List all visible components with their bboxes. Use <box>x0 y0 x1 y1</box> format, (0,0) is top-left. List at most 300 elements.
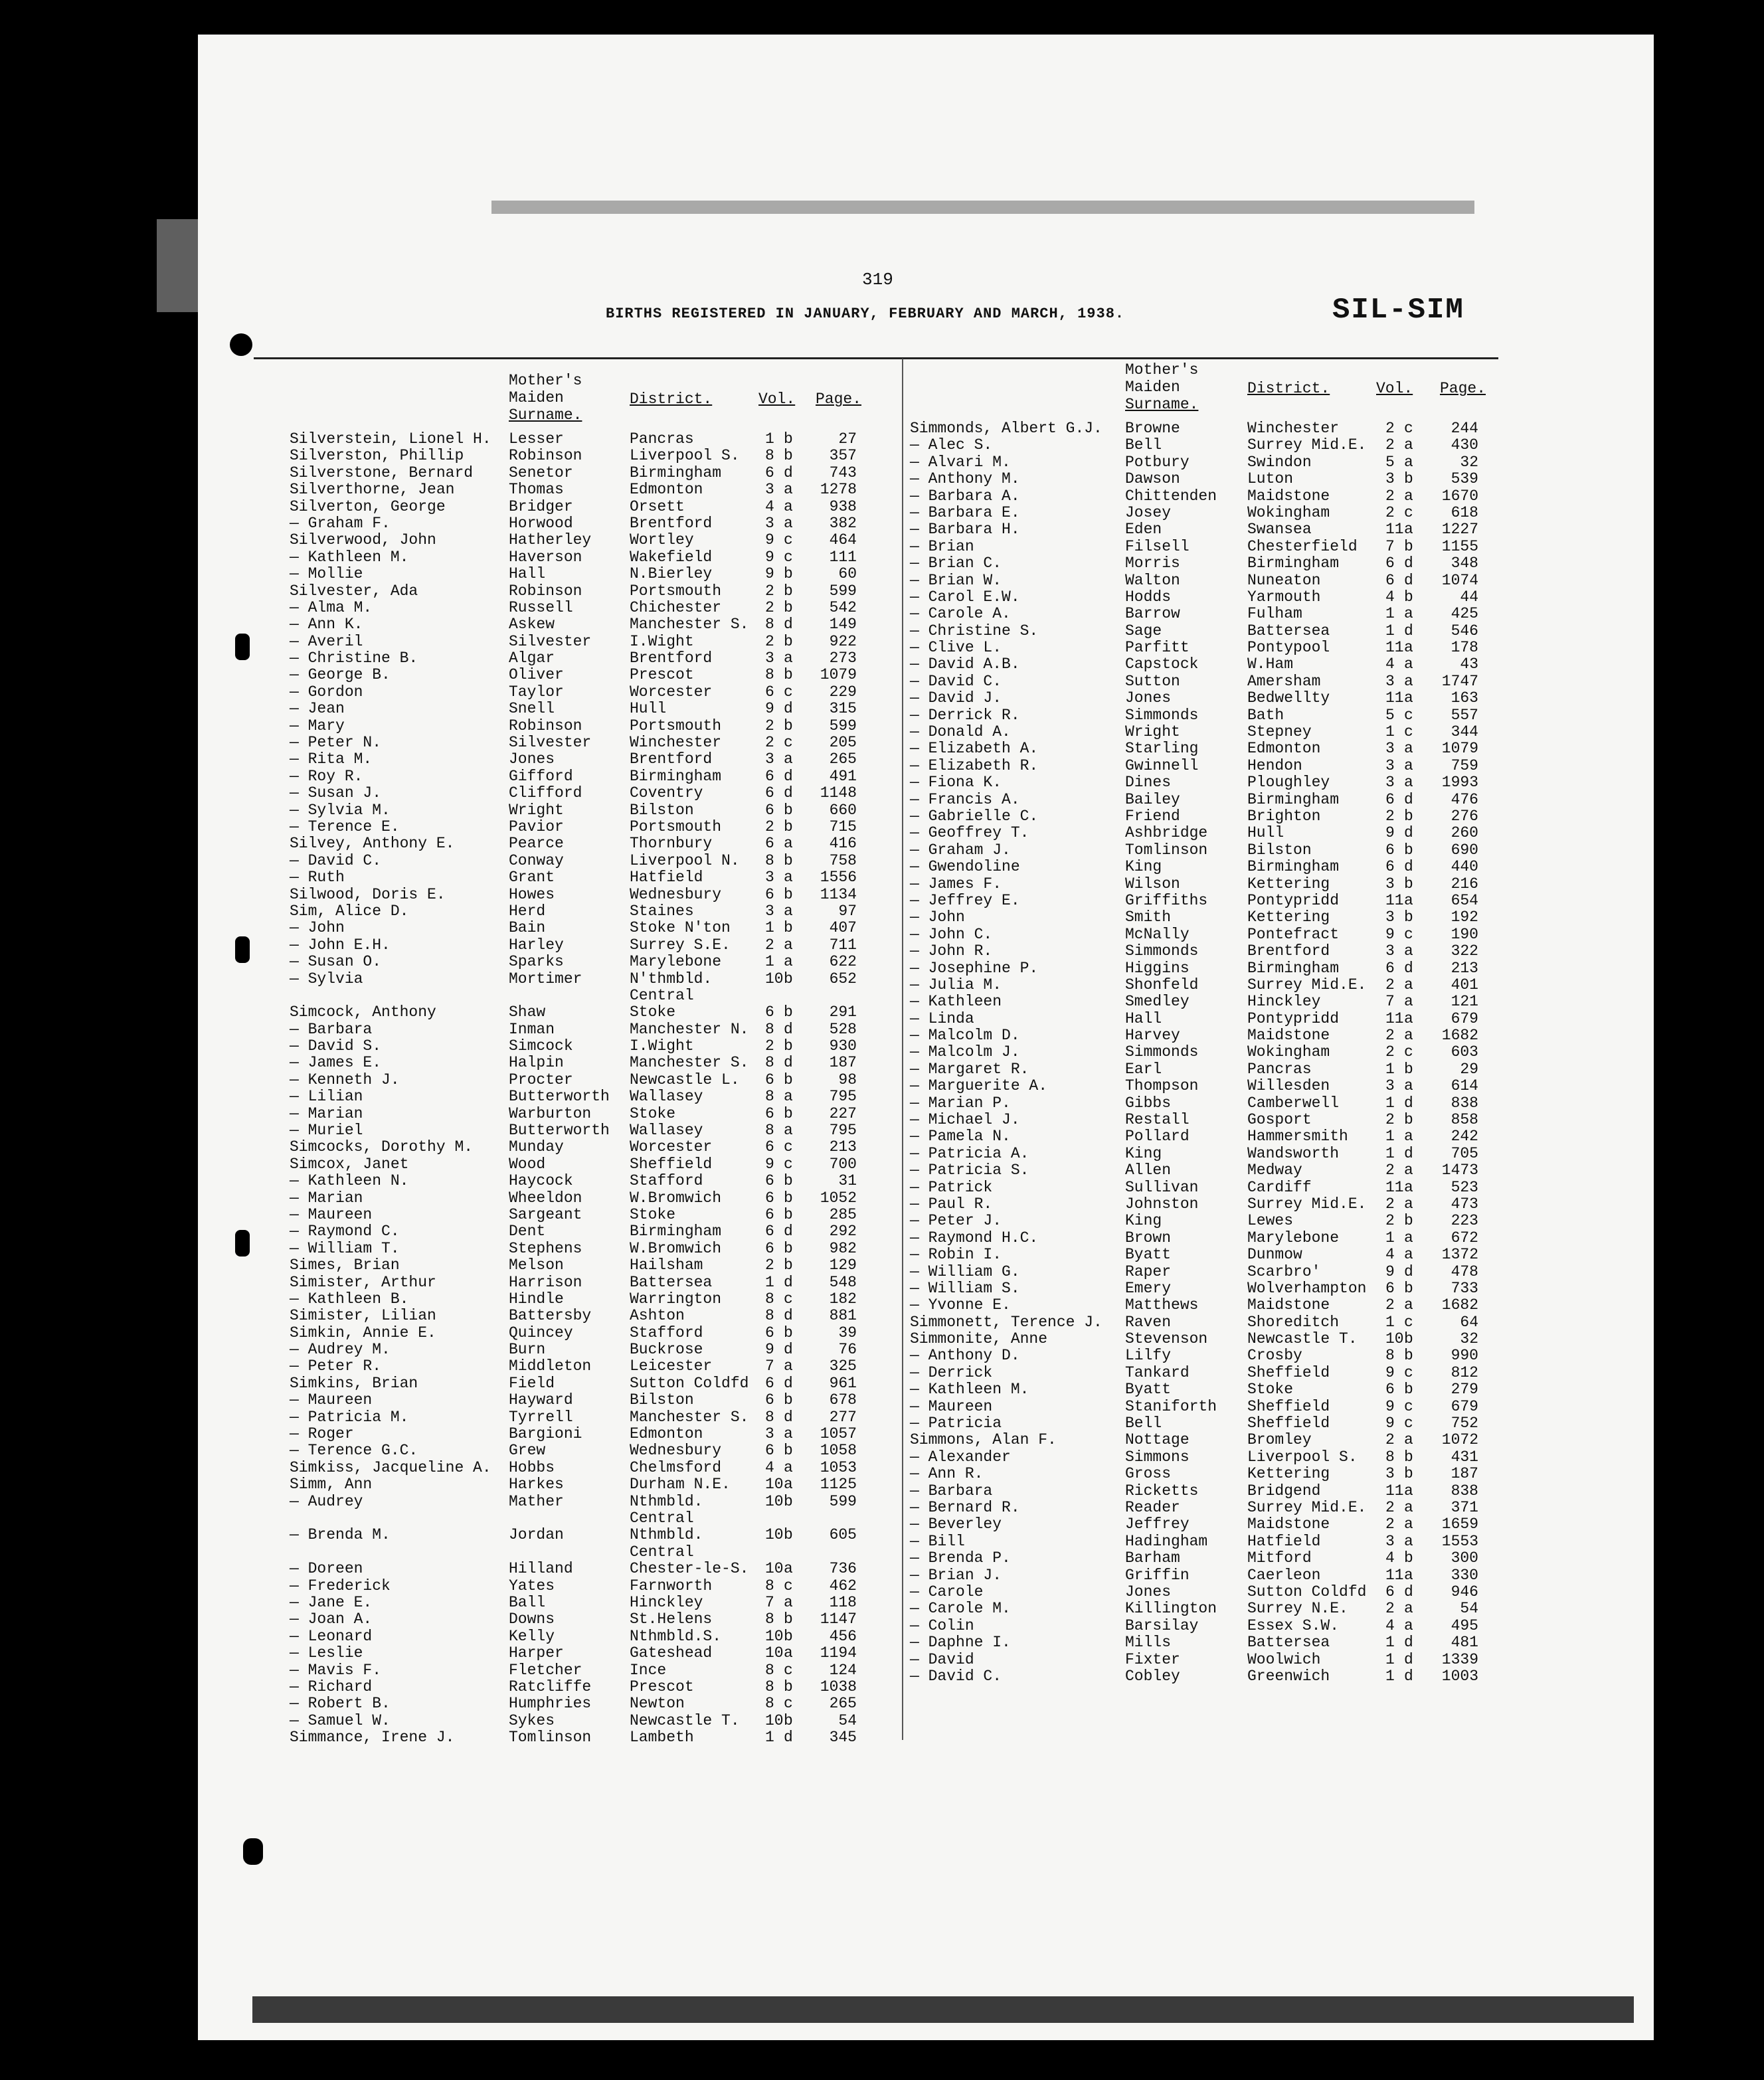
district: Thornbury <box>630 835 713 853</box>
table-row <box>279 531 877 548</box>
table-row <box>279 903 877 919</box>
volume-part: a <box>784 750 793 768</box>
volume-part: d <box>784 784 793 802</box>
district: Willesden <box>1247 1077 1330 1095</box>
district: Wandsworth <box>1247 1144 1340 1162</box>
page-ref: 27 <box>838 430 857 448</box>
volume: 1 <box>1385 1060 1395 1078</box>
mother-maiden-surname: Allen <box>1125 1162 1172 1179</box>
district: Hailsham <box>630 1257 703 1274</box>
entry-name: — Samuel W. <box>290 1711 391 1729</box>
page-ref: 733 <box>1451 1279 1478 1297</box>
table-row <box>905 808 1496 824</box>
table-row <box>279 1662 877 1678</box>
page-ref: 858 <box>1451 1111 1478 1129</box>
district: Ploughley <box>1247 774 1330 792</box>
volume-part: c <box>1404 1415 1413 1432</box>
table-row <box>279 515 877 531</box>
mother-maiden-surname: Senetor <box>509 464 573 481</box>
volume: 8 <box>765 1054 774 1072</box>
volume-part: b <box>784 666 793 684</box>
page-ref: 345 <box>829 1729 857 1747</box>
entry-name: — Barbara A. <box>910 487 1020 505</box>
volume: 6 <box>765 1189 774 1207</box>
entry-name: — John <box>910 909 965 926</box>
district: Prescot <box>630 666 694 684</box>
volume: 3 <box>1385 1465 1395 1483</box>
mother-maiden-surname: Mather <box>509 1492 564 1510</box>
mother-maiden-surname: Sage <box>1125 622 1162 640</box>
volume-part: a <box>1404 1027 1413 1045</box>
volume-part: a <box>1404 1229 1413 1247</box>
district: Kettering <box>1247 1465 1330 1483</box>
mother-maiden-surname: Simmons <box>1125 1448 1190 1466</box>
entry-name: — John E.H. <box>290 936 391 954</box>
page-ref: 32 <box>1460 453 1478 471</box>
mother-maiden-surname: Conway <box>509 851 564 869</box>
mother-maiden-surname: Lilfy <box>1125 1347 1172 1365</box>
entry-name: — Patricia S. <box>910 1162 1029 1179</box>
volume: 8 <box>765 851 774 869</box>
mother-maiden-surname: Jones <box>1125 1583 1172 1601</box>
district: Brighton <box>1247 807 1321 825</box>
mother-maiden-surname: Jones <box>509 750 555 768</box>
volume: 9 <box>1385 1262 1395 1280</box>
volume-part: a <box>784 902 793 920</box>
page-ref: 277 <box>829 1408 857 1426</box>
volume: 6 <box>765 1104 774 1122</box>
volume: 7 <box>1385 993 1395 1011</box>
district: Hinckley <box>630 1593 703 1611</box>
mother-maiden-surname: Barsilay <box>1125 1616 1199 1634</box>
volume-part: a <box>784 1357 793 1375</box>
volume-part: d <box>1404 1094 1413 1112</box>
volume: 2 <box>765 818 774 835</box>
district: Scarbro' <box>1247 1262 1321 1280</box>
entry-name: Silverwood, John <box>290 531 436 549</box>
volume: 2 <box>1385 487 1395 505</box>
table-row <box>905 420 1496 436</box>
volume: 1 <box>1385 605 1395 623</box>
district: Liverpool S. <box>1247 1448 1358 1466</box>
page-ref: 1053 <box>820 1458 857 1476</box>
volume: 8 <box>765 1122 774 1140</box>
entry-name: — Barbara H. <box>910 521 1020 539</box>
volume: 6 <box>1385 790 1395 808</box>
mother-maiden-surname: Harvey <box>1125 1027 1180 1045</box>
district: Swindon <box>1247 453 1312 471</box>
col-header-maiden: Maiden <box>509 389 564 406</box>
page-ref: 1134 <box>820 885 857 903</box>
mother-maiden-surname: Inman <box>509 1020 555 1038</box>
volume-part: d <box>784 1223 793 1241</box>
table-row <box>279 1610 877 1627</box>
col-header-vol: Vol. <box>758 390 796 408</box>
district: Maidstone <box>1247 1296 1330 1314</box>
volume-part: b <box>784 1172 793 1190</box>
volume-part: d <box>784 464 793 481</box>
volume: 2 <box>765 1037 774 1055</box>
volume: 8 <box>765 616 774 634</box>
mother-maiden-surname: Burn <box>509 1341 546 1359</box>
mother-maiden-surname: Butterworth <box>509 1088 610 1106</box>
volume-part: b <box>1404 1381 1413 1399</box>
district: Newcastle T. <box>1247 1330 1358 1348</box>
page-ref: 1993 <box>1441 774 1478 792</box>
table-row <box>905 1617 1496 1634</box>
entry-name: — Jean <box>290 700 345 718</box>
volume: 6 <box>1385 858 1395 876</box>
volume: 1 <box>1385 1634 1395 1652</box>
volume: 11 <box>1385 1178 1404 1196</box>
table-row <box>905 1027 1496 1043</box>
volume: 8 <box>765 1307 774 1325</box>
page-ref: 1057 <box>820 1425 857 1443</box>
district: Chesterfield <box>1247 537 1358 555</box>
table-row <box>905 1330 1496 1347</box>
page-ref: 265 <box>829 750 857 768</box>
col-header-page: Page. <box>816 390 862 408</box>
table-row <box>905 538 1496 555</box>
table-row <box>279 1594 877 1610</box>
table-row <box>279 1712 877 1729</box>
entry-name: — Roy R. <box>290 767 363 785</box>
table-row <box>905 1448 1496 1465</box>
volume: 2 <box>1385 1212 1395 1230</box>
volume: 4 <box>1385 588 1395 606</box>
mother-maiden-surname: Tyrrell <box>509 1408 573 1426</box>
volume-part: a <box>1404 774 1413 792</box>
entry-name: — Jeffrey E. <box>910 891 1020 909</box>
table-row <box>905 1077 1496 1094</box>
entry-name: Simister, Arthur <box>290 1273 436 1291</box>
district: Hatfield <box>630 869 703 887</box>
mother-maiden-surname: Harley <box>509 936 564 954</box>
table-row <box>905 588 1496 605</box>
district: Liverpool N. <box>630 851 740 869</box>
table-row <box>905 454 1496 470</box>
table-row <box>279 1357 877 1374</box>
entry-name: — Ann K. <box>290 616 363 634</box>
volume: 2 <box>1385 1195 1395 1213</box>
table-row <box>279 1172 877 1189</box>
volume-part: d <box>1404 858 1413 876</box>
volume-part: a <box>1404 672 1413 690</box>
volume: 11 <box>1385 1566 1404 1584</box>
page-title: BIRTHS REGISTERED IN JANUARY, FEBRUARY AND MARCH, 1938. <box>606 305 1125 322</box>
district: Stoke N'ton <box>630 919 731 937</box>
district: Battersea <box>630 1273 713 1291</box>
table-row <box>279 1425 877 1442</box>
volume: 9 <box>1385 1397 1395 1415</box>
page-ref: 946 <box>1451 1583 1478 1601</box>
page-ref: 192 <box>1451 909 1478 926</box>
entry-name: — Linda <box>910 1009 974 1027</box>
volume: 2 <box>1385 807 1395 825</box>
entry-name: — Maureen <box>290 1205 373 1223</box>
district: Pontypridd <box>1247 891 1340 909</box>
entry-name: — Averil <box>290 632 363 650</box>
district: Portsmouth <box>630 818 722 835</box>
district: Staines <box>630 902 694 920</box>
volume-part: a <box>1404 740 1413 758</box>
volume-part: a <box>1404 1077 1413 1095</box>
mother-maiden-surname: Battersby <box>509 1307 592 1325</box>
volume: 7 <box>1385 537 1395 555</box>
volume: 9 <box>1385 925 1395 943</box>
volume-part: c <box>784 531 793 549</box>
table-row <box>905 1567 1496 1583</box>
volume: 6 <box>765 801 774 819</box>
page-ref: 938 <box>829 497 857 515</box>
entry-name: — Graham J. <box>910 841 1011 859</box>
mother-maiden-surname: Howes <box>509 885 555 903</box>
mother-maiden-surname: King <box>1125 858 1162 876</box>
volume: 10 <box>765 1526 784 1544</box>
district: Amersham <box>1247 672 1321 690</box>
volume-part: b <box>784 1003 793 1021</box>
page-ref: 187 <box>829 1054 857 1072</box>
page-ref: 1682 <box>1441 1296 1478 1314</box>
page-ref: 111 <box>829 548 857 566</box>
mother-maiden-surname: Higgins <box>1125 959 1190 977</box>
mother-maiden-surname: Fixter <box>1125 1650 1180 1668</box>
page-ref: 736 <box>829 1560 857 1578</box>
district: Bilston <box>630 1391 694 1409</box>
volume-part: a <box>1404 1178 1413 1196</box>
district: Pontypridd <box>1247 1009 1340 1027</box>
volume: 2 <box>1385 1600 1395 1618</box>
volume: 8 <box>1385 1448 1395 1466</box>
district: Worcester <box>630 1138 713 1156</box>
entry-name: — Julia M. <box>910 976 1002 994</box>
volume: 2 <box>1385 1111 1395 1129</box>
mother-maiden-surname: Bridger <box>509 497 573 515</box>
table-row <box>279 616 877 632</box>
volume: 9 <box>765 531 774 549</box>
table-row <box>279 1678 877 1695</box>
entry-name: — David C. <box>910 672 1002 690</box>
page-ref: 44 <box>1460 588 1478 606</box>
entry-name: Silverston, Phillip <box>290 447 464 465</box>
entry-name: — Lilian <box>290 1088 363 1106</box>
district: Wokingham <box>1247 1043 1330 1061</box>
district: Newcastle T. <box>630 1711 740 1729</box>
district: Wokingham <box>1247 503 1330 521</box>
entry-name: — David S. <box>290 1037 382 1055</box>
district: Hull <box>630 700 667 718</box>
volume: 4 <box>1385 1616 1395 1634</box>
district: I.Wight <box>630 1037 694 1055</box>
volume-part: a <box>1404 976 1413 994</box>
volume: 4 <box>765 1458 774 1476</box>
table-row <box>279 802 877 818</box>
volume-part: b <box>1404 588 1413 606</box>
volume: 6 <box>765 1391 774 1409</box>
entry-name: Silvester, Ada <box>290 582 418 600</box>
volume-part: c <box>784 1577 793 1595</box>
district: Warrington <box>630 1290 722 1308</box>
volume: 6 <box>765 1442 774 1460</box>
volume-part: b <box>784 447 793 465</box>
volume-part: c <box>784 1695 793 1713</box>
mother-maiden-surname: Robinson <box>509 582 582 600</box>
page-ref: 1074 <box>1441 571 1478 589</box>
mother-maiden-surname: Ricketts <box>1125 1482 1199 1500</box>
page-ref: 599 <box>829 717 857 735</box>
col-header-mothers: Mother's <box>1125 361 1199 379</box>
volume-part: a <box>784 1644 793 1662</box>
entry-name: Sim, Alice D. <box>290 902 409 920</box>
district: Sheffield <box>1247 1363 1330 1381</box>
table-row <box>279 1341 877 1357</box>
volume-part: c <box>1404 723 1413 741</box>
district: Brentford <box>1247 942 1330 960</box>
page-ref: 652 <box>829 970 857 988</box>
volume-part: d <box>784 700 793 718</box>
table-row <box>279 1307 877 1324</box>
entry-name: — Barbara <box>290 1020 373 1038</box>
mother-maiden-surname: Byatt <box>1125 1381 1172 1399</box>
page-ref: 539 <box>1451 470 1478 488</box>
entry-name: — Graham F. <box>290 514 391 532</box>
table-row <box>279 1543 877 1560</box>
district: Central <box>630 1543 694 1561</box>
entry-name: Simm, Ann <box>290 1476 373 1494</box>
entry-name: — George B. <box>290 666 391 684</box>
mother-maiden-surname: Haverson <box>509 548 582 566</box>
mother-maiden-surname: Halpin <box>509 1054 564 1072</box>
punch-hole <box>235 634 250 660</box>
table-row <box>905 791 1496 808</box>
volume: 6 <box>765 1138 774 1156</box>
mother-maiden-surname: Parfitt <box>1125 639 1190 657</box>
volume: 3 <box>1385 470 1395 488</box>
mother-maiden-surname: Pearce <box>509 835 564 853</box>
mother-maiden-surname: Bargioni <box>509 1425 582 1443</box>
district: Birmingham <box>630 767 722 785</box>
page-ref: 922 <box>829 632 857 650</box>
volume-part: a <box>784 497 793 515</box>
entry-name: — William G. <box>910 1262 1020 1280</box>
district: Manchester S. <box>630 1054 749 1072</box>
volume-part: b <box>1404 1549 1413 1567</box>
volume-part: a <box>784 1593 793 1611</box>
table-row <box>279 1021 877 1037</box>
table-row <box>905 707 1496 723</box>
mother-maiden-surname: Munday <box>509 1138 564 1156</box>
table-row <box>905 555 1496 571</box>
volume: 4 <box>765 497 774 515</box>
volume-part: d <box>784 1341 793 1359</box>
table-row <box>905 774 1496 790</box>
mother-maiden-surname: Wood <box>509 1155 546 1173</box>
page-ref: 163 <box>1451 689 1478 707</box>
district: Dunmow <box>1247 1246 1302 1264</box>
volume-part: b <box>784 1205 793 1223</box>
entry-name: — Brian W. <box>910 571 1002 589</box>
table-row <box>905 1061 1496 1077</box>
district: Nthmbld. <box>630 1526 703 1544</box>
table-row <box>905 723 1496 740</box>
entry-name: — Marian <box>290 1104 363 1122</box>
page-ref: 679 <box>1451 1009 1478 1027</box>
entry-name: — Ruth <box>290 869 345 887</box>
page-ref: 546 <box>1451 622 1478 640</box>
table-row <box>279 768 877 784</box>
table-row <box>905 757 1496 774</box>
district: Stepney <box>1247 723 1312 741</box>
district: Chichester <box>630 598 722 616</box>
mother-maiden-surname: Earl <box>1125 1060 1162 1078</box>
entry-name: — Raymond C. <box>290 1223 400 1241</box>
page-ref: 605 <box>829 1526 857 1544</box>
volume-part: d <box>1404 1144 1413 1162</box>
district: Gosport <box>1247 1111 1312 1129</box>
mother-maiden-surname: Johnston <box>1125 1195 1199 1213</box>
district: Sutton Coldfd <box>1247 1583 1367 1601</box>
district: Maidstone <box>1247 1516 1330 1533</box>
page-ref: 881 <box>829 1307 857 1325</box>
volume: 11 <box>1385 1482 1404 1500</box>
page-ref: 285 <box>829 1205 857 1223</box>
mother-maiden-surname: Capstock <box>1125 655 1199 673</box>
district: Medway <box>1247 1162 1302 1179</box>
entry-name: — Marian <box>290 1189 363 1207</box>
mother-maiden-surname: Simmonds <box>1125 942 1199 960</box>
mother-maiden-surname: Raven <box>1125 1313 1172 1331</box>
mother-maiden-surname: Josey <box>1125 503 1172 521</box>
district: Brentford <box>630 514 713 532</box>
table-row <box>279 1156 877 1172</box>
mother-maiden-surname: Simmonds <box>1125 1043 1199 1061</box>
page-ref: 1747 <box>1441 672 1478 690</box>
page-ref: 129 <box>829 1257 857 1274</box>
volume-part: d <box>1404 1262 1413 1280</box>
volume-part: b <box>784 970 793 988</box>
page-ref: 1682 <box>1441 1027 1478 1045</box>
volume: 6 <box>1385 959 1395 977</box>
volume: 10 <box>765 1627 784 1645</box>
volume-part: b <box>784 801 793 819</box>
volume-part: d <box>1404 1667 1413 1685</box>
mother-maiden-surname: Gwinnell <box>1125 756 1199 774</box>
table-row <box>279 1290 877 1307</box>
table-row <box>279 666 877 683</box>
entry-name: — Patricia <box>910 1415 1002 1432</box>
volume-part: b <box>784 1189 793 1207</box>
table-row <box>905 1010 1496 1027</box>
district: Birmingham <box>630 464 722 481</box>
entry-name: — Kathleen M. <box>910 1381 1029 1399</box>
mother-maiden-surname: Tomlinson <box>509 1729 592 1747</box>
page-ref: 715 <box>829 818 857 835</box>
entry-name: — Kathleen B. <box>290 1290 409 1308</box>
volume-part: b <box>784 598 793 616</box>
table-row <box>279 481 877 497</box>
entry-name: — James E. <box>290 1054 382 1072</box>
page-ref: 838 <box>1451 1482 1478 1500</box>
district: Chester-le-S. <box>630 1560 749 1578</box>
page-ref: 121 <box>1451 993 1478 1011</box>
page-ref: 603 <box>1451 1043 1478 1061</box>
district: Birmingham <box>1247 959 1340 977</box>
mother-maiden-surname: Ashbridge <box>1125 824 1208 842</box>
volume: 8 <box>765 1678 774 1695</box>
volume-part: a <box>784 1476 793 1494</box>
district: Sutton Coldfd <box>630 1374 749 1392</box>
volume: 7 <box>765 1357 774 1375</box>
